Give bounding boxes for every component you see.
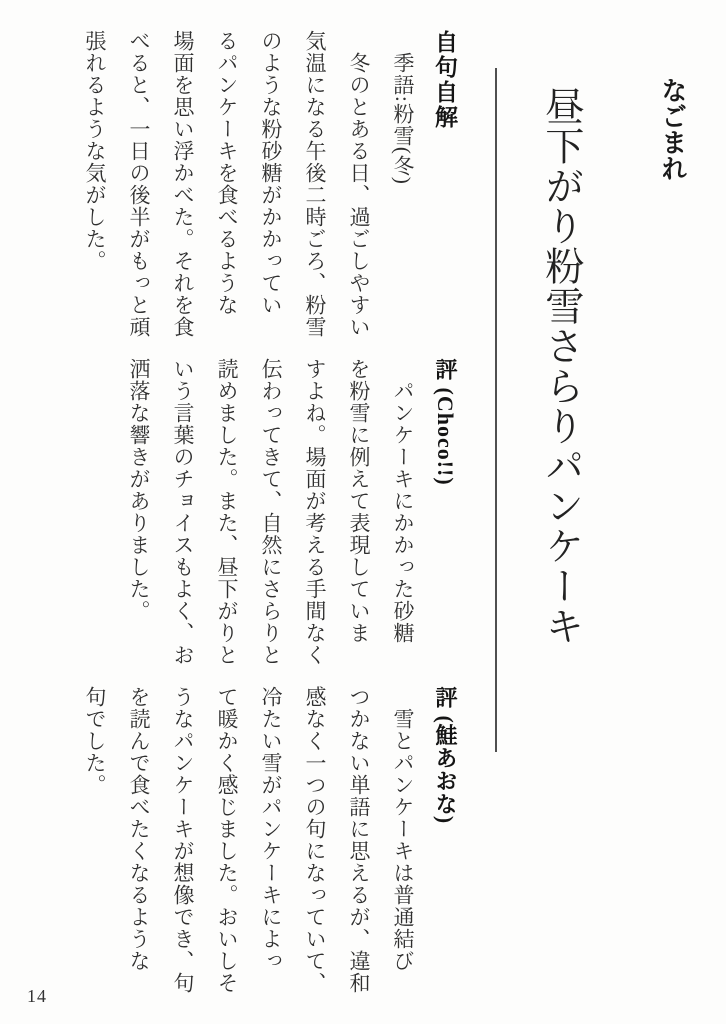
text-column: 場面を思い浮かべた。それを食 <box>171 30 195 338</box>
text-column: 気温になる午後二時ごろ、粉雪 <box>303 30 327 338</box>
text-column: 冷たい雪がパンケーキによっ <box>259 686 283 972</box>
section-self-commentary <box>73 30 465 342</box>
text-column: 冬のとある日、過ごしやすい <box>347 30 371 338</box>
magazine-title: なごまれ <box>657 77 688 181</box>
section-review-sake-aona <box>73 686 465 998</box>
text-column: 洒落な響きがありました。 <box>127 358 151 622</box>
section-heading: 評 (Choco!!) <box>433 358 458 486</box>
haiku-title: 昼下がり粉雪さらりパンケーキ <box>539 86 583 646</box>
vertical-divider-rule <box>495 68 497 752</box>
text-column: のような粉砂糖がかかってい <box>259 30 283 316</box>
section-heading: 自句自解 <box>432 30 458 130</box>
text-column: うなパンケーキが想像でき、句 <box>171 686 195 994</box>
text-column: パンケーキにかかった砂糖 <box>391 358 415 644</box>
text-column: を読んで食べたくなるような <box>127 686 151 972</box>
section-review-choco <box>117 358 465 670</box>
text-column: すよね。場面が考える手間なく <box>303 358 327 666</box>
page-number: 14 <box>27 986 47 1006</box>
text-column: 雪とパンケーキは普通結び <box>391 686 415 972</box>
text-column: べると、一日の後半がもっと頑 <box>127 30 151 338</box>
text-column: 読めました。また、昼下がりと <box>215 358 239 666</box>
section-heading: 評 (鮭あおな) <box>433 686 458 825</box>
text-column: 張れるような気がした。 <box>83 30 107 272</box>
text-column: を粉雪に例えて表現していま <box>347 358 371 644</box>
text-column: 句でした。 <box>83 686 107 796</box>
text-column: るパンケーキを食べるような <box>215 30 239 316</box>
text-column: 感なく一つの句になっていて、 <box>303 686 327 994</box>
text-column: て暖かく感じました。おいしそ <box>215 686 239 994</box>
text-column: いう言葉のチョイスもよく、お <box>171 358 195 666</box>
text-column: つかない単語に思えるが、違和 <box>347 686 371 994</box>
text-column: 季語:粉雪(冬) <box>391 30 415 185</box>
text-column: 伝わってきて、自然にさらりと <box>259 358 283 666</box>
